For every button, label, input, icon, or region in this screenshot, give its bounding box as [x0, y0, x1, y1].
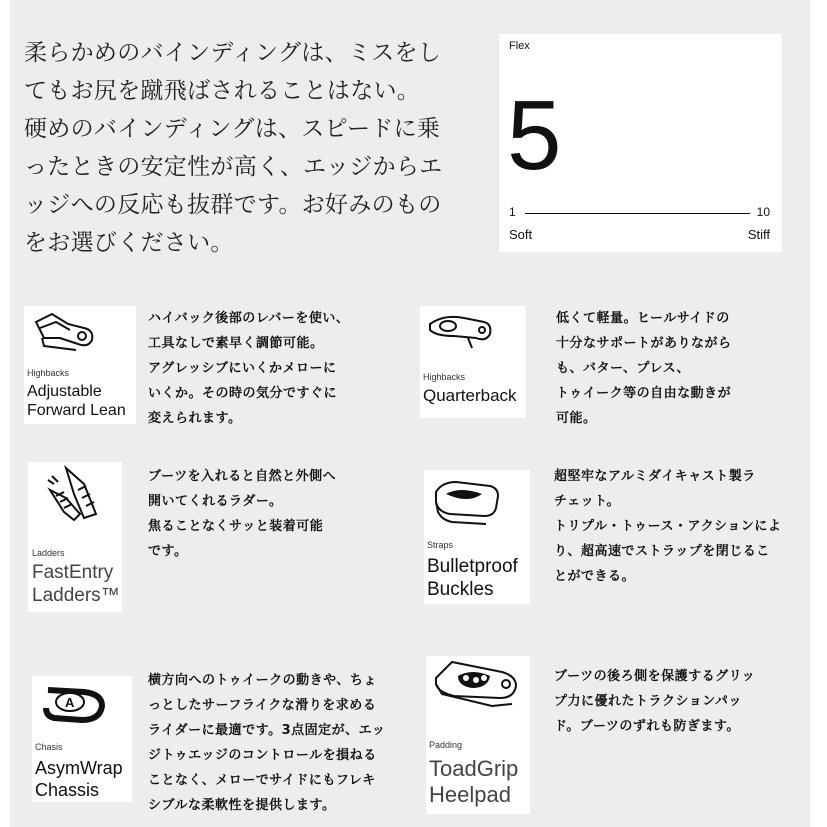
feature-name-line: Adjustable: [27, 383, 102, 400]
feature-name-line: Forward Lean: [27, 402, 126, 420]
feature-name: [27, 382, 126, 420]
desc-line: ことなく、メローでサイドにもフレキ: [148, 773, 376, 788]
feature-description: [148, 464, 336, 564]
svg-text:A: A: [65, 695, 75, 710]
flex-title: Flex: [509, 40, 530, 52]
feature-name: [423, 386, 517, 406]
feature-card-fastentry-ladders: [28, 462, 122, 612]
feature-name: [35, 758, 123, 801]
ladder-icon: [44, 464, 108, 524]
highback-icon: [424, 310, 496, 354]
desc-line: ブーツを入れると自然と外側へ: [148, 469, 337, 484]
feature-card-adjustable-forward-lean: [24, 306, 136, 424]
feature-name-line: ToadGrip: [429, 756, 519, 781]
feature-description: [148, 668, 385, 818]
desc-line: トリプル・トゥース・アクションによ: [554, 519, 782, 534]
desc-line: 工具なしで素早く調節可能。: [148, 336, 324, 351]
feature-category: Padding: [429, 740, 463, 750]
desc-line: プ力に優れたトラクションパッ: [554, 694, 742, 709]
intro-line: 硬めのバインディングは、スピードに乗: [24, 116, 441, 142]
desc-line: ド。ブーツのずれも防ぎます。: [554, 719, 740, 734]
feature-name-line: Quarterback: [423, 386, 517, 405]
desc-line: 十分なサポートがありながら: [556, 336, 732, 351]
desc-line: 横方向へのトゥイークの動きや、ちょ: [148, 673, 377, 688]
desc-line: 可能。: [556, 411, 597, 426]
desc-line: り、超高速でストラップを閉じるこ: [554, 544, 770, 559]
desc-line: ブーツの後ろ側を保護するグリッ: [554, 669, 756, 684]
feature-description: [556, 306, 732, 431]
desc-line: 開いてくれるラダー。: [148, 494, 283, 509]
flex-value: 5: [507, 80, 560, 190]
feature-category: Chasis: [35, 742, 63, 752]
desc-line: も、バター、プレス、: [556, 361, 690, 376]
desc-line: 低くて軽量。ヒールサイドの: [556, 311, 730, 326]
flex-stiff-label: Stiff: [747, 227, 770, 242]
heelpad-icon: [432, 658, 522, 714]
feature-name: [429, 756, 518, 809]
feature-name: [427, 556, 518, 602]
feature-name-line: AsymWrap: [35, 758, 123, 778]
flex-scale-line: [525, 213, 750, 214]
intro-line: をお選びください。: [24, 230, 234, 256]
feature-name-line: Ladders™: [32, 584, 120, 606]
intro-line: てもお尻を蹴飛ばされることはない。: [24, 78, 421, 104]
desc-line: ライダーに最適です。3点固定が、エッ: [148, 723, 386, 738]
desc-line: シブルな柔軟性を提供します。: [148, 798, 336, 813]
feature-description: [554, 464, 781, 589]
feature-card-toadgrip-heelpad: [426, 656, 530, 814]
desc-line: 焦ることなくサッと装着可能: [148, 519, 324, 534]
intro-line: 柔らかめのバインディングは、ミスをし: [24, 40, 442, 66]
feature-name-line: Bulletproof: [427, 556, 518, 577]
desc-line: チェット。: [554, 494, 620, 509]
desc-line: いくか。その時の気分ですぐに: [148, 386, 338, 401]
chassis-icon: [40, 678, 110, 728]
feature-card-asymwrap-chassis: [32, 676, 132, 802]
flex-rating-card: [499, 34, 782, 252]
feature-name-line: Buckles: [427, 578, 494, 600]
flex-soft-label: Soft: [509, 227, 533, 242]
intro-text: [24, 34, 464, 262]
lever-icon: [30, 308, 100, 358]
desc-line: トゥイーク等の自由な動きが: [556, 386, 732, 401]
desc-line: 超堅牢なアルミダイキャスト製ラ: [554, 469, 756, 484]
buckle-icon: [432, 472, 502, 528]
feature-name-line: Heelpad: [429, 782, 511, 808]
desc-line: です。: [148, 544, 188, 559]
desc-line: とができる。: [554, 569, 636, 584]
desc-line: 変えられます。: [148, 411, 242, 426]
desc-line: アグレッシブにいくかメローに: [148, 361, 337, 376]
flex-scale-max: 10: [756, 205, 770, 219]
feature-description: [554, 664, 755, 739]
feature-card-quarterback: [420, 306, 526, 418]
intro-line: ッジへの反応も抜群です。お好みのもの: [24, 192, 442, 218]
feature-name-line: FastEntry: [32, 562, 114, 583]
feature-name-line: Chassis: [35, 779, 100, 800]
feature-name: [32, 562, 120, 608]
feature-category: Straps: [427, 540, 454, 550]
feature-category: Ladders: [32, 548, 65, 558]
feature-category: Highbacks: [27, 368, 70, 378]
desc-line: っとしたサーフライクな滑りを求める: [148, 698, 377, 713]
flex-scale-min: 1: [509, 205, 516, 219]
desc-line: ハイバック後部のレバーを使い、: [148, 311, 350, 326]
desc-line: ジトゥエッジのコントロールを損ねる: [148, 748, 377, 763]
feature-card-bulletproof-buckles: [424, 470, 530, 604]
intro-line: ったときの安定性が高く、エッジからエ: [24, 154, 443, 180]
feature-description: [148, 306, 349, 431]
feature-category: Highbacks: [423, 372, 466, 382]
